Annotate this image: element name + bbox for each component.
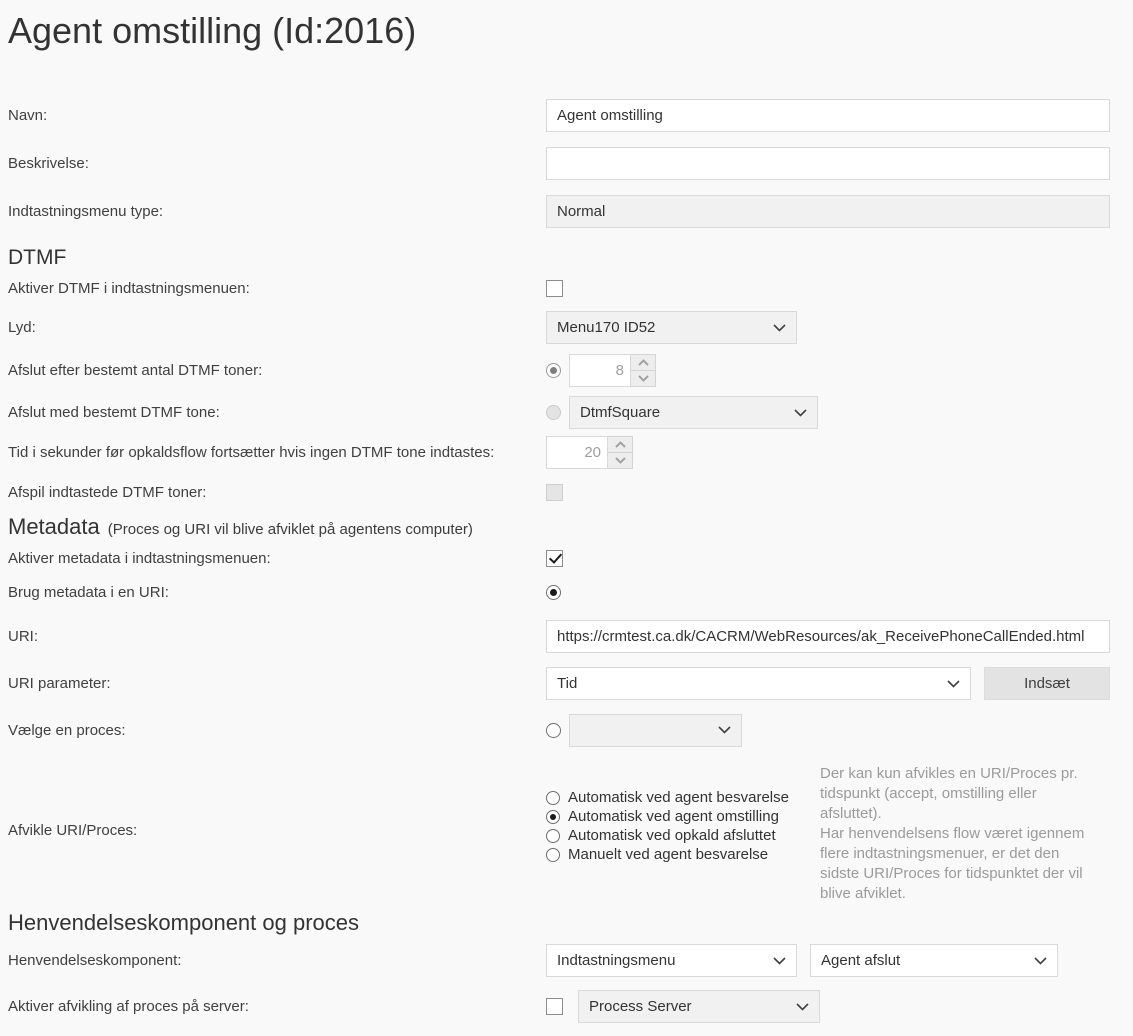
afspil-checkbox <box>546 484 563 501</box>
spinner-down-icon[interactable] <box>608 453 633 469</box>
aktiver-dtmf-label: Aktiver DTMF i indtastningsmenuen: <box>8 279 250 297</box>
indsaet-button[interactable]: Indsæt <box>984 667 1110 700</box>
henvendelseskomponent-dropdown-value: Indtastningsmenu <box>557 952 676 969</box>
uri-parameter-label: URI parameter: <box>8 675 111 692</box>
row-lyd <box>8 311 1123 344</box>
vaelge-proces-radio[interactable] <box>546 723 561 738</box>
brug-uri-label: Brug metadata i en URI: <box>8 583 169 601</box>
afvikle-label: Afvikle URI/Proces: <box>8 822 138 839</box>
navn-input[interactable] <box>546 99 1110 132</box>
afvikle-option[interactable] <box>546 846 820 863</box>
chevron-down-icon <box>718 726 731 734</box>
afvikle-option-label: Automatisk ved agent omstilling <box>568 808 779 825</box>
afvikle-help-text <box>820 764 1088 904</box>
chevron-down-icon <box>794 409 807 417</box>
uri-parameter-dropdown-value: Tid <box>557 675 578 692</box>
afvikle-option[interactable] <box>546 827 820 844</box>
metadata-section-heading <box>8 514 1123 540</box>
afvikle-option-radio[interactable] <box>546 791 560 805</box>
uri-input[interactable] <box>546 620 1110 653</box>
chevron-down-icon <box>773 957 786 965</box>
aktiver-metadata-checkbox[interactable] <box>546 550 563 567</box>
afvikle-option[interactable] <box>546 789 820 806</box>
afslut-tone-radio[interactable] <box>546 405 561 420</box>
afslut-antal-input[interactable] <box>569 354 631 387</box>
chevron-down-icon <box>796 1003 809 1011</box>
beskrivelse-input[interactable] <box>546 147 1110 180</box>
help-paragraph: Har henvendelsens flow været igennem flere indtastningsmenuer, er det den sidste URI/Proces for tidspunktet der vil blive afviklet. <box>820 825 1085 902</box>
afslut-tone-label: Afslut med bestemt DTMF tone: <box>8 404 220 421</box>
chevron-down-icon <box>947 680 960 688</box>
vaelge-proces-dropdown[interactable] <box>569 714 742 747</box>
help-paragraph: Der kan kun afvikles en URI/Proces pr. tidspunkt (accept, omstilling eller afsluttet). <box>820 765 1078 822</box>
beskrivelse-label: Beskrivelse: <box>8 155 89 172</box>
afspil-label: Afspil indtastede DTMF toner: <box>8 483 207 501</box>
row-uri-parameter <box>8 667 1123 700</box>
row-aktiver-dtmf <box>8 278 1123 298</box>
dtmf-section-heading: DTMF <box>8 246 67 269</box>
row-menu-type <box>8 195 1123 228</box>
row-beskrivelse <box>8 147 1123 180</box>
lyd-label: Lyd: <box>8 319 36 336</box>
server-proces-checkbox[interactable] <box>546 998 563 1015</box>
uri-label: URI: <box>8 628 38 645</box>
row-brug-uri <box>8 582 1123 602</box>
henvendelseskomponent-dropdown[interactable] <box>546 944 797 977</box>
row-afslut-antal <box>8 354 1123 387</box>
komponent-detail-dropdown[interactable] <box>810 944 1058 977</box>
afvikle-option[interactable] <box>546 808 820 825</box>
timeout-stepper[interactable] <box>608 436 633 469</box>
row-aktiver-metadata <box>8 548 1123 568</box>
afvikle-option-label: Manuelt ved agent besvarelse <box>568 846 769 863</box>
spinner-up-icon[interactable] <box>608 436 633 453</box>
vaelge-proces-label: Vælge en proces: <box>8 721 126 739</box>
row-afvikle <box>8 764 1123 904</box>
lyd-dropdown[interactable] <box>546 311 797 344</box>
afslut-antal-stepper[interactable] <box>631 354 656 387</box>
afslut-tone-dropdown[interactable] <box>569 396 818 429</box>
metadata-heading-text: Metadata <box>8 514 100 539</box>
komponent-section-heading: Henvendelseskomponent og proces <box>8 910 360 935</box>
server-proces-dropdown[interactable] <box>578 990 820 1023</box>
row-afspil <box>8 482 1123 502</box>
afvikle-radio-group <box>546 764 820 865</box>
aktiver-dtmf-checkbox[interactable] <box>546 280 563 297</box>
lyd-dropdown-value: Menu170 ID52 <box>557 319 656 336</box>
afslut-antal-label: Afslut efter bestemt antal DTMF toner: <box>8 362 263 379</box>
afslut-antal-radio[interactable] <box>546 363 561 378</box>
row-uri <box>8 620 1123 653</box>
afvikle-option-radio[interactable] <box>546 829 560 843</box>
afvikle-option-radio[interactable] <box>546 810 560 824</box>
timeout-input[interactable] <box>546 436 608 469</box>
menu-type-label: Indtastningsmenu type: <box>8 203 164 220</box>
row-timeout <box>8 436 1123 469</box>
row-henvendelseskomponent <box>8 944 1123 977</box>
chevron-down-icon <box>773 324 786 332</box>
komponent-detail-dropdown-value: Agent afslut <box>821 952 901 969</box>
spinner-down-icon[interactable] <box>631 371 656 387</box>
spinner-up-icon[interactable] <box>631 354 656 371</box>
page-title: Agent omstilling (Id:2016) <box>8 10 417 51</box>
afvikle-option-radio[interactable] <box>546 848 560 862</box>
row-afslut-tone <box>8 396 1123 429</box>
afslut-tone-dropdown-value: DtmfSquare <box>580 404 661 421</box>
server-proces-dropdown-value: Process Server <box>589 998 692 1015</box>
row-navn <box>8 99 1123 132</box>
henvendelseskomponent-label: Henvendelseskomponent: <box>8 952 182 969</box>
afvikle-option-label: Automatisk ved opkald afsluttet <box>568 827 776 844</box>
uri-parameter-dropdown[interactable] <box>546 667 971 700</box>
chevron-down-icon <box>1034 957 1047 965</box>
navn-label: Navn: <box>8 107 48 124</box>
server-proces-label: Aktiver afvikling af proces på server: <box>8 998 249 1015</box>
row-server-proces <box>8 990 1123 1023</box>
row-vaelge-proces <box>8 712 1123 748</box>
aktiver-metadata-label: Aktiver metadata i indtastningsmenuen: <box>8 549 271 567</box>
menu-type-input <box>546 195 1110 228</box>
brug-uri-radio[interactable] <box>546 585 561 600</box>
metadata-heading-note: (Proces og URI vil blive afviklet på agentens computer) <box>107 521 473 538</box>
afvikle-option-label: Automatisk ved agent besvarelse <box>568 789 789 806</box>
timeout-label: Tid i sekunder før opkaldsflow fortsætter hvis ingen DTMF tone indtastes: <box>8 444 495 461</box>
